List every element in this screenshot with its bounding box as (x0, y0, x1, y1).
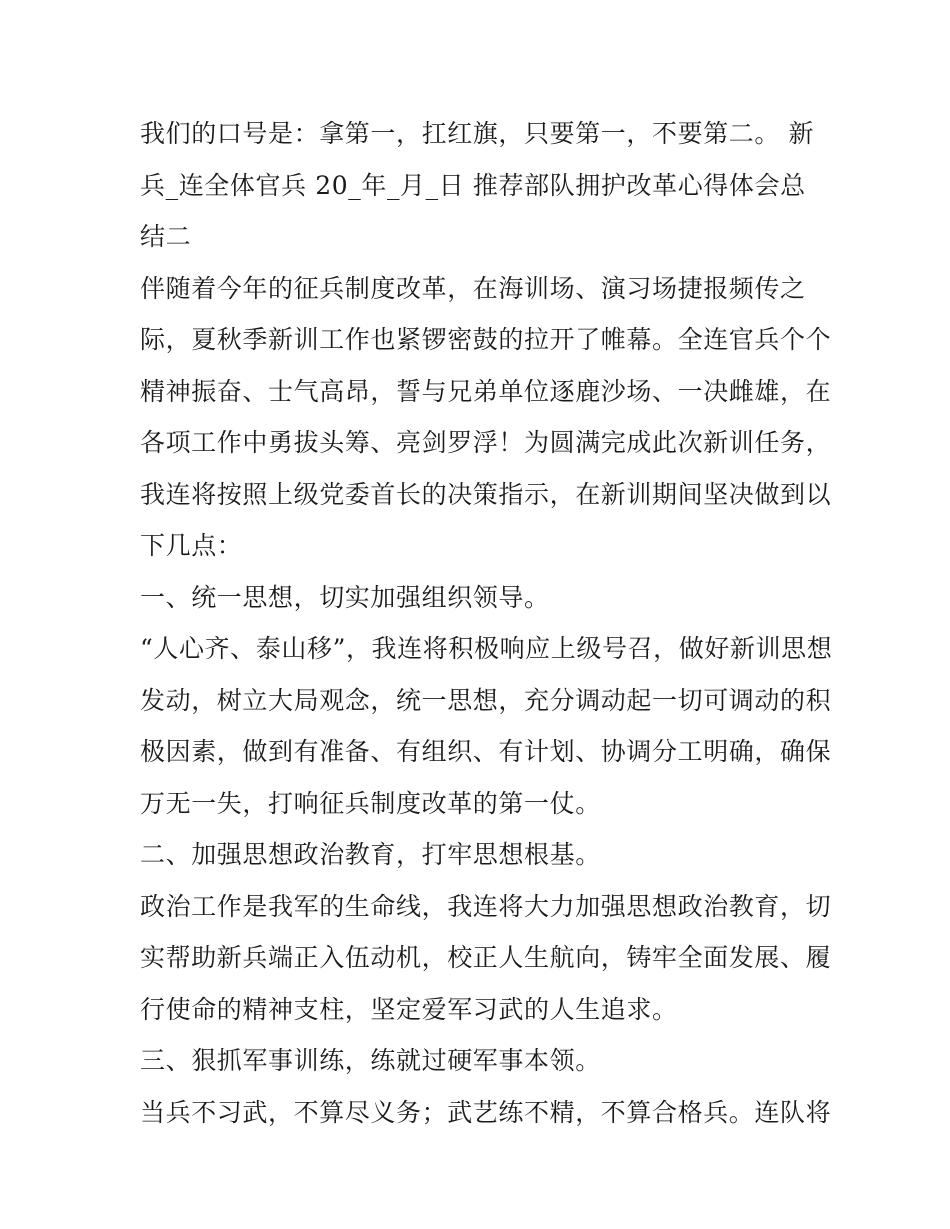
text-line: 发动，树立大局观念，统一思想，充分调动起一切可调动的积 (140, 685, 832, 715)
text-line: “人心齐、泰山移”，我连将积极响应上级号召，做好新训思想 (140, 634, 833, 663)
section-heading-2: 二、加强思想政治教育，打牢思想根基。 (140, 840, 601, 869)
text-line: 政治工作是我军的生命线，我连将大力加强思想政治教育，切 (140, 891, 832, 921)
text-line: 行使命的精神支柱，坚定爱军习武的人生追求。 (140, 994, 678, 1024)
text-line: 兵_连全体官兵 20_年_月_日 推荐部队拥护改革心得体会总 (140, 170, 806, 200)
text-line: 伴随着今年的征兵制度改革，在海训场、演习场捷报频传之 (140, 273, 806, 303)
text-line: 各项工作中勇拔头筹、亮剑罗浮！为圆满完成此次新训任务， (140, 428, 832, 457)
text-line: 极因素，做到有准备、有组织、有计划、协调分工明确，确保 (140, 737, 832, 766)
text-line: 我们的口号是：拿第一，扛红旗，只要第一，不要第二。 新 (140, 119, 815, 148)
text-line: 万无一失，打响征兵制度改革的第一仗。 (140, 788, 601, 818)
text-line: 际，夏秋季新训工作也紧锣密鼓的拉开了帷幕。全连官兵个个 (140, 325, 832, 354)
text-line: 下几点： (140, 531, 243, 560)
text-line: 精神振奋、士气高昂，誓与兄弟单位逐鹿沙场、一决雌雄，在 (140, 376, 832, 406)
document-body (140, 108, 833, 1138)
text-line: 我连将按照上级党委首长的决策指示，在新训期间坚决做到以 (140, 479, 832, 509)
section-heading-3: 三、狠抓军事训练，练就过硬军事本领。 (140, 1046, 601, 1075)
text-line: 实帮助新兵端正入伍动机，校正人生航向，铸牢全面发展、履 (140, 943, 832, 972)
text-line: 当兵不习武，不算尽义务；武艺练不精，不算合格兵。连队将 (140, 1097, 832, 1127)
section-heading-1: 一、统一思想，切实加强组织领导。 (140, 582, 550, 612)
text-line: 结二 (140, 222, 192, 251)
